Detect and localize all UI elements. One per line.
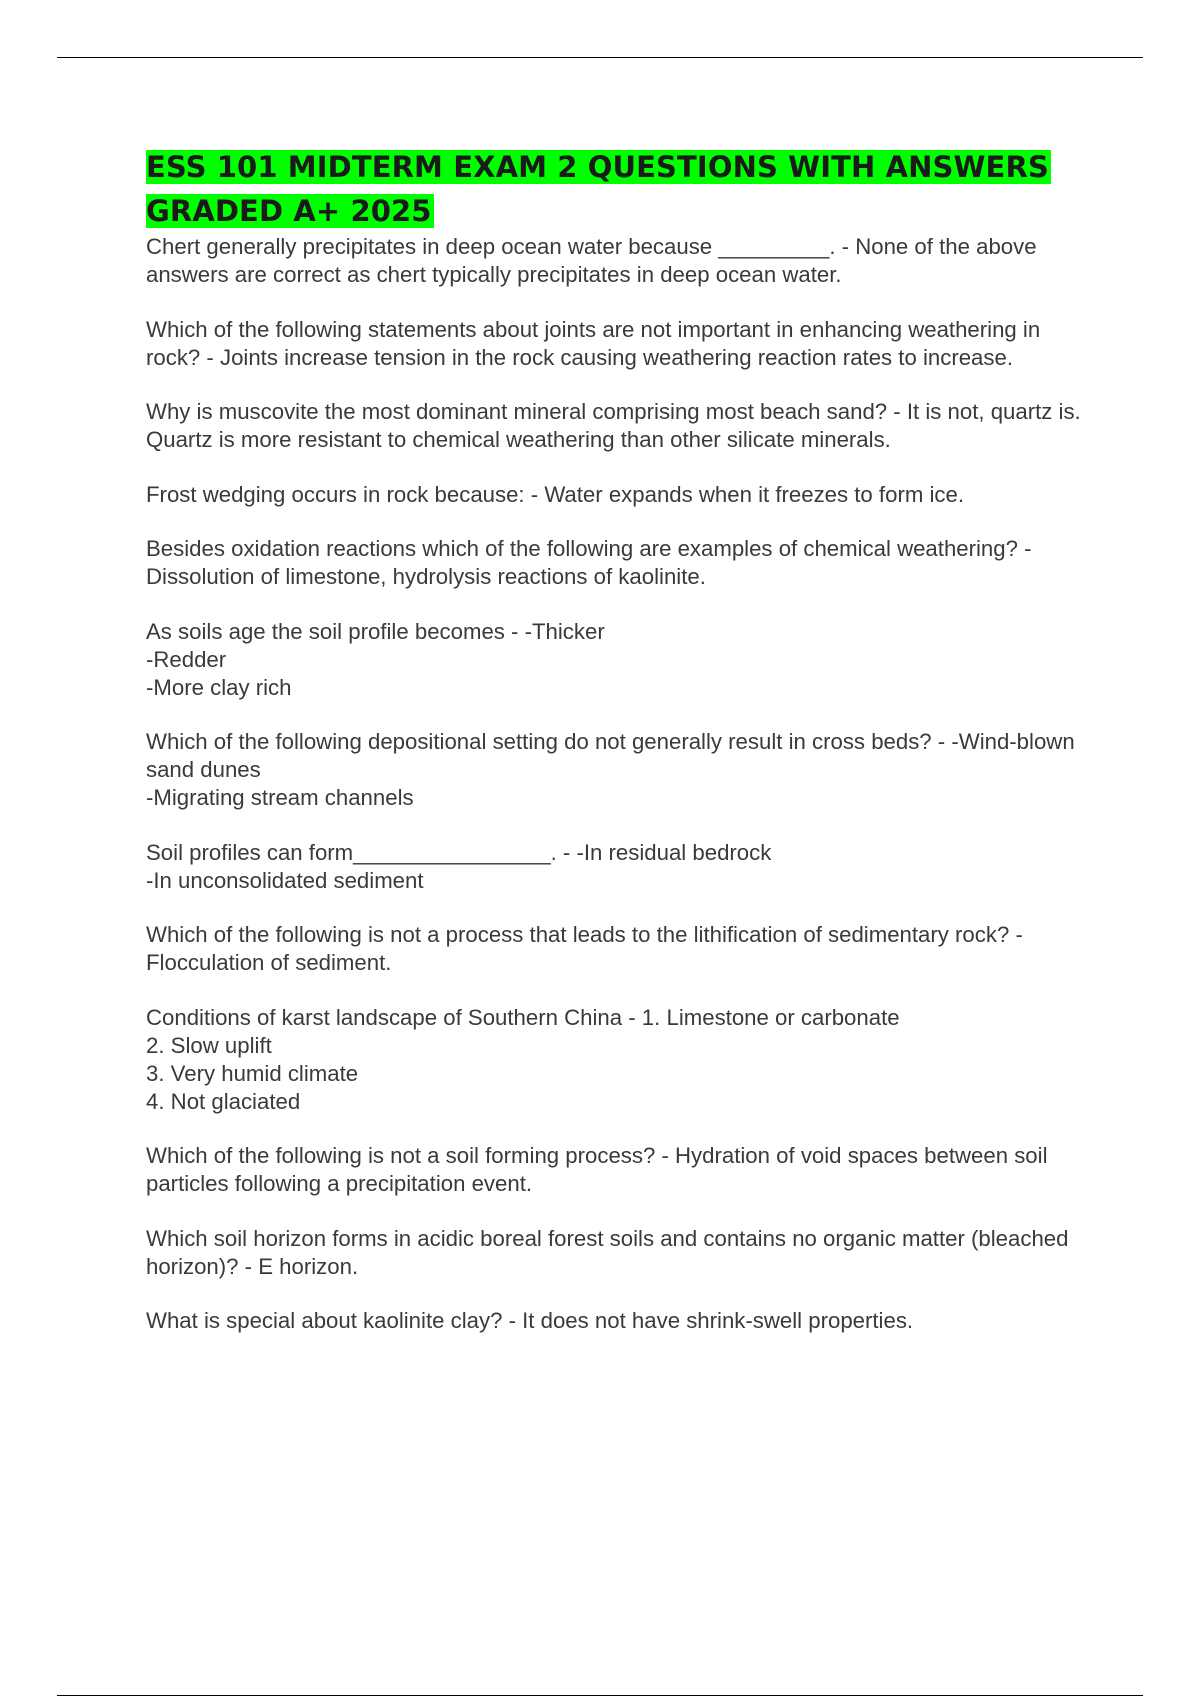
qa-item-10: Conditions of karst landscape of Southern China - 1. Limestone or carbonate 2. Slow uplift 3. Very humid climate 4. Not glaciated [146,1004,900,1114]
qa-item-2: Which of the following statements about joints are not important in enhancing weathering in rock? - Joints increase tension in the rock causing weathering reaction rates to increase. [146,316,1041,370]
document-title [146,145,1096,233]
document-body [146,145,1096,1362]
qa-item-12: Which soil horizon forms in acidic boreal forest soils and contains no organic matter (bleached horizon)? - E horizon. [146,1225,1069,1279]
document-title-text: ESS 101 MIDTERM EXAM 2 QUESTIONS WITH ANSWERS GRADED A+ 2025 [146,150,1049,228]
qa-item-11: Which of the following is not a soil forming process? - Hydration of void spaces between soil particles following a precipitation event. [146,1143,1048,1196]
qa-item-8: Soil profiles can form________________. - -In residual bedrock -In unconsolidated sediment [146,839,772,893]
qa-item-5: Besides oxidation reactions which of the following are examples of chemical weathering? - Dissolution of limestone, hydrolysis reactions of kaolinite. [146,536,1032,589]
qa-item-4: Frost wedging occurs in rock because: - Water expands when it freezes to form ice. [146,481,965,507]
qa-item-1: Chert generally precipitates in deep ocean water because _________. - None of the above answers are correct as chert typically precipitates in deep ocean water. [146,234,1037,287]
top-rule [57,57,1143,58]
qa-item-7: Which of the following depositional setting do not generally result in cross beds? - -Wind-blown sand dunes -Migrating stream channels [146,729,1075,810]
qa-item-6: As soils age the soil profile becomes - -Thicker -Redder -More clay rich [146,618,605,700]
qa-item-9: Which of the following is not a process that leads to the lithification of sedimentary rock? - Flocculation of sediment. [146,922,1023,975]
qa-item-3: Why is muscovite the most dominant mineral comprising most beach sand? - It is not, quartz is. Quartz is more resistant to chemical weathering than other silicate minerals. [146,399,1081,452]
qa-item-13: What is special about kaolinite clay? - It does not have shrink-swell properties. [146,1308,914,1333]
bottom-rule [57,1695,1143,1696]
